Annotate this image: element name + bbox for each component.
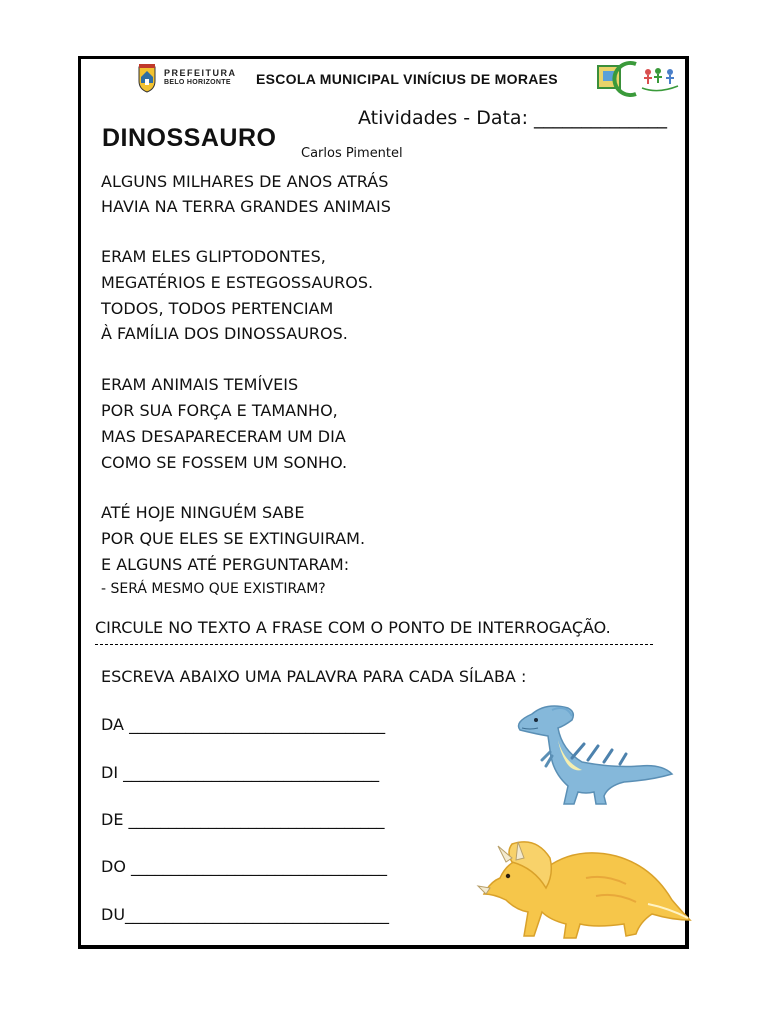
poem-line: ERAM ELES GLIPTODONTES, [101, 247, 326, 266]
syllable-line-de[interactable]: DE ________________________________ [101, 810, 385, 829]
poem-line: POR SUA FORÇA E TAMANHO, [101, 401, 338, 420]
dashed-divider [95, 644, 653, 645]
poem-line: E ALGUNS ATÉ PERGUNTARAM: [101, 555, 350, 574]
poem-line: COMO SE FOSSEM UM SONHO. [101, 453, 348, 472]
poem-line: ERAM ANIMAIS TEMÍVEIS [101, 375, 299, 394]
school-logo-icon [596, 60, 686, 98]
activity-date-line: Atividades - Data: ______________ [358, 107, 668, 129]
city-crest-icon [136, 63, 158, 93]
syllable-line-di[interactable]: DI ________________________________ [101, 763, 380, 782]
poem-title: DINOSSAURO [102, 124, 277, 152]
write-instruction: ESCREVA ABAIXO UMA PALAVRA PARA CADA SÍLABA : [101, 667, 527, 686]
poem-author: Carlos Pimentel [301, 146, 403, 161]
syllable-line-da[interactable]: DA ________________________________ [101, 715, 386, 734]
poem-line: MAS DESAPARECERAM UM DIA [101, 427, 346, 446]
poem-line: - SERÁ MESMO QUE EXISTIRAM? [101, 581, 326, 597]
circle-instruction: CIRCULE NO TEXTO A FRASE COM O PONTO DE INTERROGAÇÃO. [95, 618, 611, 637]
yellow-triceratops-illustration [476, 838, 692, 944]
city-logo-text [164, 69, 237, 87]
poem-line: TODOS, TODOS PERTENCIAM [101, 299, 334, 318]
city-logo [136, 63, 237, 93]
poem-line: ALGUNS MILHARES DE ANOS ATRÁS [101, 172, 389, 191]
poem-line: ATÉ HOJE NINGUÉM SABE [101, 503, 305, 522]
poem-line: À FAMÍLIA DOS DINOSSAUROS. [101, 324, 348, 343]
blue-dinosaur-illustration [512, 700, 674, 810]
poem-line: HAVIA NA TERRA GRANDES ANIMAIS [101, 197, 391, 216]
syllable-line-du[interactable]: DU_________________________________ [101, 905, 390, 924]
poem-line: POR QUE ELES SE EXTINGUIRAM. [101, 529, 366, 548]
logo-line-1: PREFEITURA [164, 68, 237, 78]
poem-line: MEGATÉRIOS E ESTEGOSSAUROS. [101, 273, 374, 292]
school-name: ESCOLA MUNICIPAL VINÍCIUS DE MORAES [256, 71, 558, 87]
logo-line-2: BELO HORIZONTE [164, 79, 231, 86]
syllable-line-do[interactable]: DO ________________________________ [101, 857, 387, 876]
